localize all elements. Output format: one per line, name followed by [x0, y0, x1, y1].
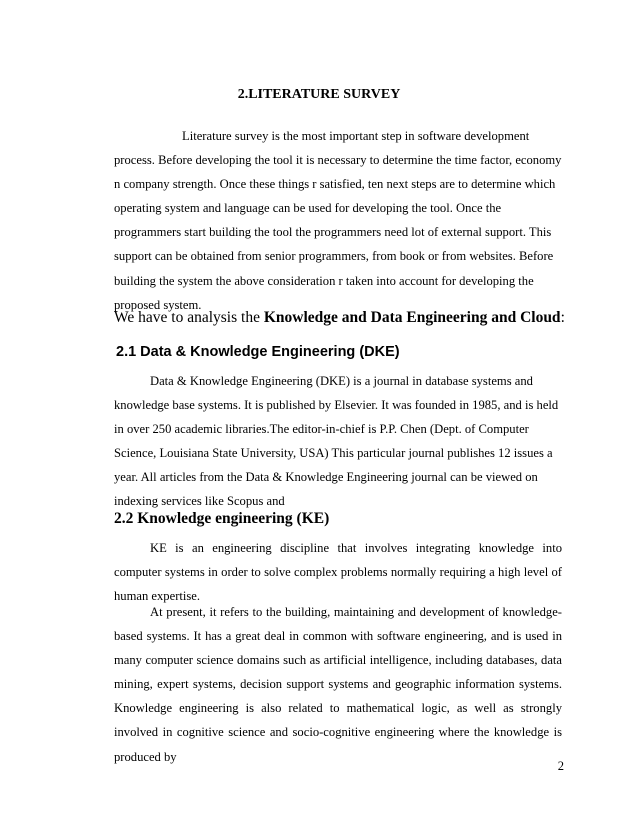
analysis-suffix: :	[560, 309, 565, 326]
page-title: 2.LITERATURE SURVEY	[237, 87, 401, 102]
intro-paragraph: Literature survey is the most important step in software development process. Before developing the tool it is necessary to determine the time factor, economy n company strength. Once these things r satisfied, ten next steps are to determine which operating system and language can be used for developing the tool. Once the programmers start building the tool the programmers need lot of external support. This support can be obtained from senior programmers, from book or from websites. Before building the system the above consideration r taken into account for developing the proposed system.	[114, 129, 562, 312]
page-number: 2	[557, 759, 564, 773]
section-heading-ke: 2.2 Knowledge engineering (KE)	[114, 510, 330, 527]
section-heading-dke: 2.1 Data & Knowledge Engineering (DKE)	[116, 344, 400, 360]
ke-paragraph-2: At present, it refers to the building, maintaining and development of knowledge-based systems. It has a great deal in common with software engineering, and is used in many computer science domains such as artificial intelligence, including databases, data mining, expert systems, decision support systems and geographic information systems. Knowledge engineering is also related to mathematical logic, as well as strongly involved in cognitive science and socio-cognitive engineering where the knowledge is produced by	[114, 605, 562, 764]
dke-paragraph: Data & Knowledge Engineering (DKE) is a journal in database systems and knowledge base systems. It is published by Elsevier. It was founded in 1985, and is held in over 250 academic libraries.The editor-in-chief is P.P. Chen (Dept. of Computer Science, Louisiana State University, USA) This particular journal publishes 12 issues a year. All articles from the Data & Knowledge Engineering journal can be viewed on indexing services like Scopus and	[114, 374, 559, 509]
analysis-prefix: We have to analysis the	[114, 309, 264, 326]
analysis-statement	[114, 309, 574, 327]
ke-paragraph-1: KE is an engineering discipline that involves integrating knowledge into computer systems in order to solve complex problems normally requiring a high level of human expertise.	[114, 541, 562, 604]
analysis-bold-topic: Knowledge and Data Engineering and Cloud	[263, 309, 561, 326]
